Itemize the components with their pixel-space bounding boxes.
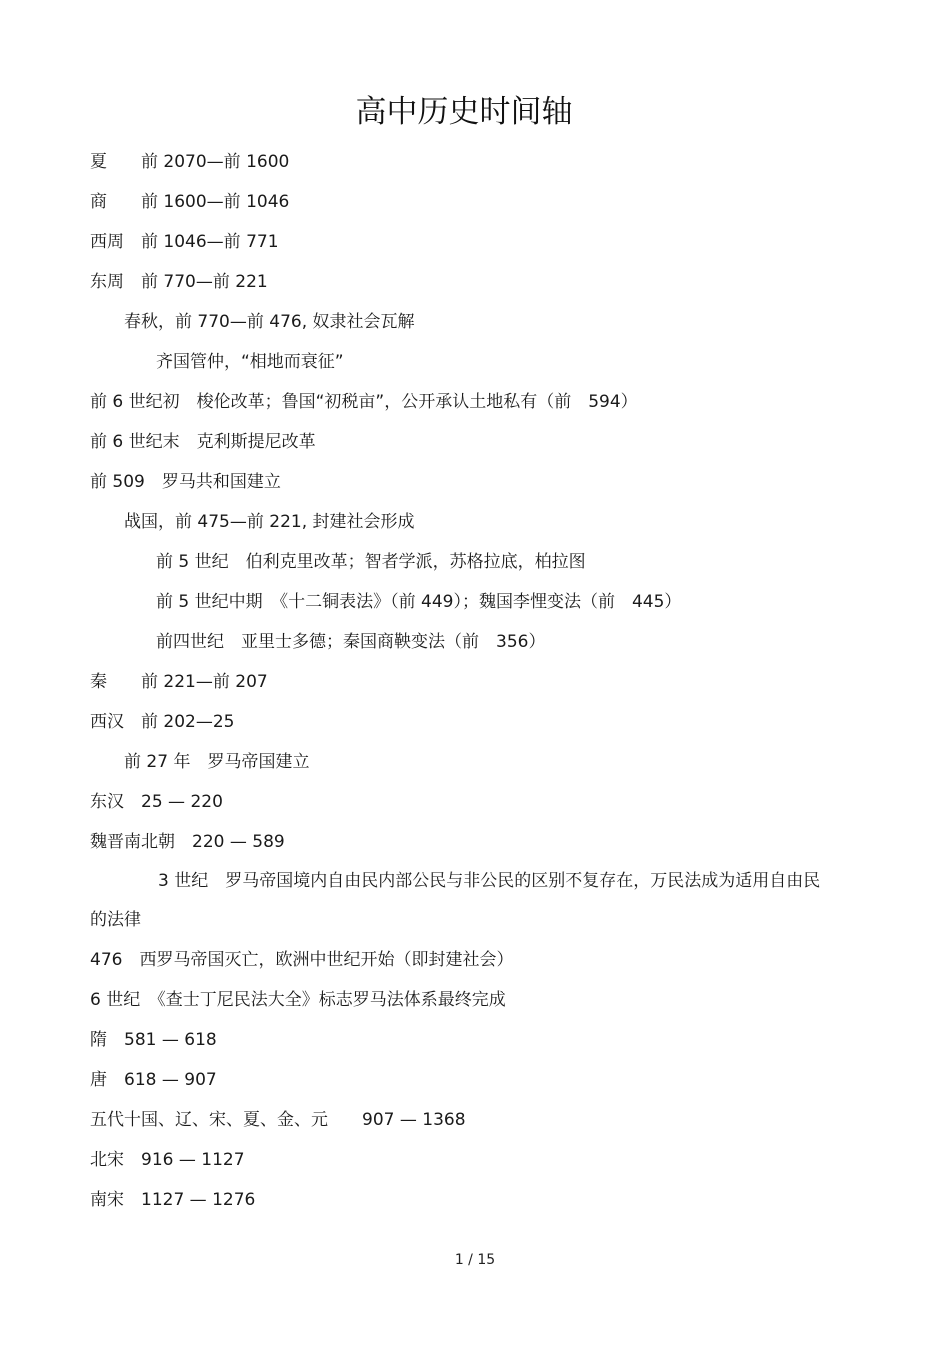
timeline-entry: 前 509 罗马共和国建立 <box>90 472 281 492</box>
timeline-entry: 前 6 世纪初 梭伦改革；鲁国“初税亩”，公开承认土地私有（前 594） <box>90 392 638 412</box>
timeline-entry: 夏 前 2070—前 1600 <box>90 152 290 172</box>
timeline-entry: 五代十国、辽、宋、夏、金、元 907 — 1368 <box>90 1110 466 1130</box>
timeline-entry: 前四世纪 亚里士多德；秦国商鞅变法（前 356） <box>156 632 546 652</box>
timeline-list <box>90 142 825 1220</box>
timeline-entry: 前 5 世纪中期 《十二铜表法》（前 449）；魏国李悝变法（前 445） <box>156 592 682 612</box>
timeline-entry: 西周 前 1046—前 771 <box>90 232 279 252</box>
timeline-entry: 北宋 916 — 1127 <box>90 1150 245 1170</box>
timeline-entry: 前 5 世纪 伯利克里改革；智者学派，苏格拉底，柏拉图 <box>156 552 586 572</box>
timeline-entry: 前 27 年 罗马帝国建立 <box>124 752 310 772</box>
page-number: 1 / 15 <box>454 1252 496 1268</box>
timeline-entry: 唐 618 — 907 <box>90 1070 217 1090</box>
timeline-entry: 春秋，前 770—前 476, 奴隶社会瓦解 <box>124 312 415 332</box>
timeline-entry: 南宋 1127 — 1276 <box>90 1190 256 1210</box>
page-title: 高中历史时间轴 <box>355 94 573 130</box>
timeline-entry: 476 西罗马帝国灭亡，欧洲中世纪开始（即封建社会） <box>90 950 514 970</box>
timeline-entry: 3 世纪 罗马帝国境内自由民内部公民与非公民的区别不复存在，万民法成为适用自由民的法律 <box>90 871 821 930</box>
timeline-entry: 6 世纪 《查士丁尼民法大全》标志罗马法体系最终完成 <box>90 990 506 1010</box>
timeline-entry: 商 前 1600—前 1046 <box>90 192 290 212</box>
timeline-entry: 魏晋南北朝 220 — 589 <box>90 832 285 852</box>
timeline-entry: 隋 581 — 618 <box>90 1030 217 1050</box>
timeline-entry: 东周 前 770—前 221 <box>90 272 268 292</box>
timeline-entry: 秦 前 221—前 207 <box>90 672 268 692</box>
timeline-entry: 西汉 前 202—25 <box>90 712 235 732</box>
timeline-entry: 前 6 世纪末 克利斯提尼改革 <box>90 432 316 452</box>
timeline-entry: 战国，前 475—前 221, 封建社会形成 <box>124 512 415 532</box>
timeline-entry: 东汉 25 — 220 <box>90 792 223 812</box>
timeline-entry: 齐国管仲，“相地而衰征” <box>156 352 344 372</box>
